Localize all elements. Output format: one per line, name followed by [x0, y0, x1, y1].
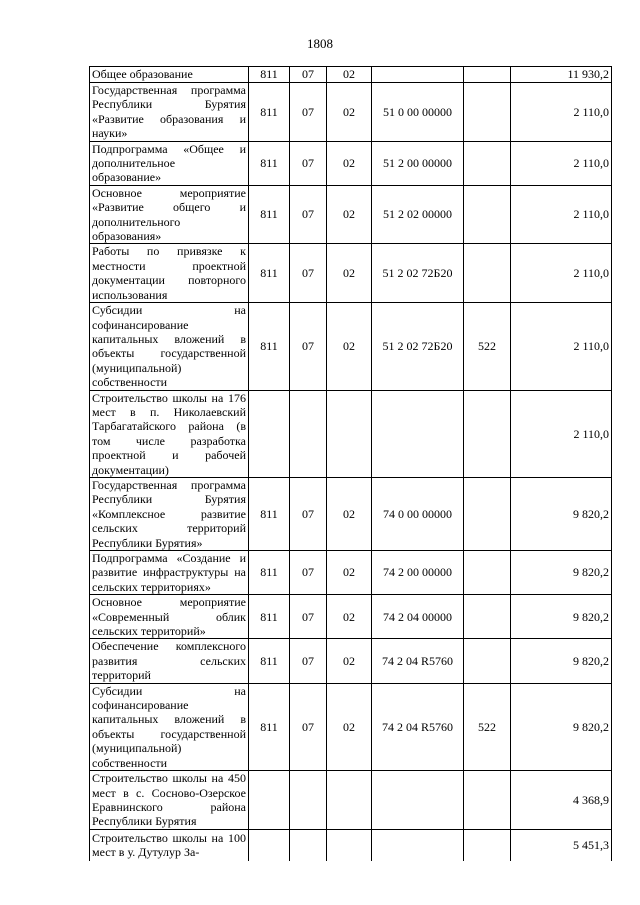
table-row	[90, 141, 612, 185]
row-amount: 2 110,0	[511, 141, 612, 185]
row-name: Подпрограмма «Общее и дополнительное образование»	[90, 141, 249, 185]
row-section-code	[290, 390, 327, 477]
row-name: Государственная программа Республики Бурятия «Комплексное развитие сельских территорий Республики Бурятия»	[90, 477, 249, 550]
row-name: Работы по привязке к местности проектной документации повторного использования	[90, 244, 249, 303]
row-subsection-code: 02	[327, 639, 372, 683]
row-section-code: 07	[290, 303, 327, 390]
row-section-code: 07	[290, 67, 327, 83]
row-section-code: 07	[290, 683, 327, 770]
row-amount: 2 110,0	[511, 83, 612, 142]
row-expense-type	[464, 829, 511, 861]
row-target-code: 74 2 04 00000	[372, 595, 464, 639]
table-row	[90, 683, 612, 770]
row-expense-type	[464, 771, 511, 830]
row-gr-code: 811	[249, 595, 290, 639]
row-expense-type	[464, 595, 511, 639]
row-gr-code: 811	[249, 185, 290, 244]
row-expense-type	[464, 244, 511, 303]
table-row	[90, 551, 612, 595]
row-name: Подпрограмма «Создание и развитие инфраструктуры на сельских территориях»	[90, 551, 249, 595]
row-expense-type	[464, 141, 511, 185]
table-row	[90, 639, 612, 683]
row-expense-type	[464, 67, 511, 83]
row-gr-code: 811	[249, 303, 290, 390]
row-expense-type: 522	[464, 683, 511, 770]
row-target-code	[372, 67, 464, 83]
table-row	[90, 390, 612, 477]
row-expense-type	[464, 185, 511, 244]
row-gr-code: 811	[249, 551, 290, 595]
row-target-code: 74 0 00 00000	[372, 477, 464, 550]
row-expense-type: 522	[464, 303, 511, 390]
row-expense-type	[464, 639, 511, 683]
row-expense-type	[464, 477, 511, 550]
row-amount: 5 451,3	[511, 829, 612, 861]
row-subsection-code: 02	[327, 551, 372, 595]
row-subsection-code: 02	[327, 477, 372, 550]
row-name: Строительство школы на 450 мест в с. Сосново-Озерское Еравнинского района Республики Бурятия	[90, 771, 249, 830]
row-gr-code	[249, 771, 290, 830]
row-target-code: 51 2 02 72Б20	[372, 244, 464, 303]
row-section-code	[290, 771, 327, 830]
row-amount: 2 110,0	[511, 303, 612, 390]
row-name: Государственная программа Республики Бурятия «Развитие образования и науки»	[90, 83, 249, 142]
row-subsection-code: 02	[327, 185, 372, 244]
row-gr-code: 811	[249, 639, 290, 683]
row-section-code: 07	[290, 185, 327, 244]
row-section-code: 07	[290, 595, 327, 639]
table-row	[90, 829, 612, 861]
row-subsection-code: 02	[327, 683, 372, 770]
row-name: Строительство школы на 100 мест в у. Дутулур За-	[90, 829, 249, 861]
row-subsection-code: 02	[327, 141, 372, 185]
row-target-code: 51 2 02 00000	[372, 185, 464, 244]
table-row	[90, 185, 612, 244]
row-subsection-code: 02	[327, 303, 372, 390]
table-row	[90, 771, 612, 830]
row-target-code	[372, 829, 464, 861]
budget-table	[89, 66, 612, 861]
row-target-code	[372, 771, 464, 830]
row-name: Субсидии на софинансирование капитальных вложений в объекты государственной (муниципальной) собственности	[90, 683, 249, 770]
row-gr-code: 811	[249, 83, 290, 142]
row-subsection-code	[327, 390, 372, 477]
table-row	[90, 303, 612, 390]
row-section-code	[290, 829, 327, 861]
row-section-code: 07	[290, 477, 327, 550]
row-name: Строительство школы на 176 мест в п. Николаевский Тарбагатайского района (в том числе разработка проектной и рабочей документации)	[90, 390, 249, 477]
row-section-code: 07	[290, 639, 327, 683]
row-gr-code: 811	[249, 244, 290, 303]
table-row	[90, 67, 612, 83]
row-subsection-code	[327, 829, 372, 861]
row-amount: 9 820,2	[511, 551, 612, 595]
row-amount: 9 820,2	[511, 639, 612, 683]
row-expense-type	[464, 551, 511, 595]
row-target-code: 51 0 00 00000	[372, 83, 464, 142]
row-subsection-code: 02	[327, 83, 372, 142]
row-name: Основное мероприятие «Современный облик сельских территорий»	[90, 595, 249, 639]
row-gr-code: 811	[249, 477, 290, 550]
row-amount: 2 110,0	[511, 244, 612, 303]
row-gr-code	[249, 829, 290, 861]
row-gr-code: 811	[249, 67, 290, 83]
row-name: Основное мероприятие «Развитие общего и дополнительного образования»	[90, 185, 249, 244]
table-row	[90, 595, 612, 639]
row-section-code: 07	[290, 141, 327, 185]
row-amount: 2 110,0	[511, 390, 612, 477]
row-subsection-code: 02	[327, 67, 372, 83]
table-row	[90, 477, 612, 550]
page-number: 1808	[307, 36, 333, 51]
row-target-code: 51 2 02 72Б20	[372, 303, 464, 390]
row-target-code: 74 2 04 R5760	[372, 639, 464, 683]
row-amount: 9 820,2	[511, 477, 612, 550]
row-amount: 2 110,0	[511, 185, 612, 244]
row-name: Обеспечение комплексного развития сельских территорий	[90, 639, 249, 683]
row-section-code: 07	[290, 83, 327, 142]
row-target-code: 74 2 00 00000	[372, 551, 464, 595]
row-expense-type	[464, 390, 511, 477]
row-gr-code: 811	[249, 141, 290, 185]
row-target-code: 74 2 04 R5760	[372, 683, 464, 770]
row-subsection-code: 02	[327, 244, 372, 303]
table-row	[90, 83, 612, 142]
table-row	[90, 244, 612, 303]
row-name: Субсидии на софинансирование капитальных вложений в объекты государственной (муниципальной) собственности	[90, 303, 249, 390]
row-amount: 9 820,2	[511, 595, 612, 639]
row-target-code	[372, 390, 464, 477]
row-subsection-code	[327, 771, 372, 830]
row-section-code: 07	[290, 551, 327, 595]
row-amount: 11 930,2	[511, 67, 612, 83]
row-target-code: 51 2 00 00000	[372, 141, 464, 185]
row-amount: 9 820,2	[511, 683, 612, 770]
row-name: Общее образование	[90, 67, 249, 83]
row-gr-code	[249, 390, 290, 477]
row-subsection-code: 02	[327, 595, 372, 639]
row-amount: 4 368,9	[511, 771, 612, 830]
row-expense-type	[464, 83, 511, 142]
row-section-code: 07	[290, 244, 327, 303]
row-gr-code: 811	[249, 683, 290, 770]
